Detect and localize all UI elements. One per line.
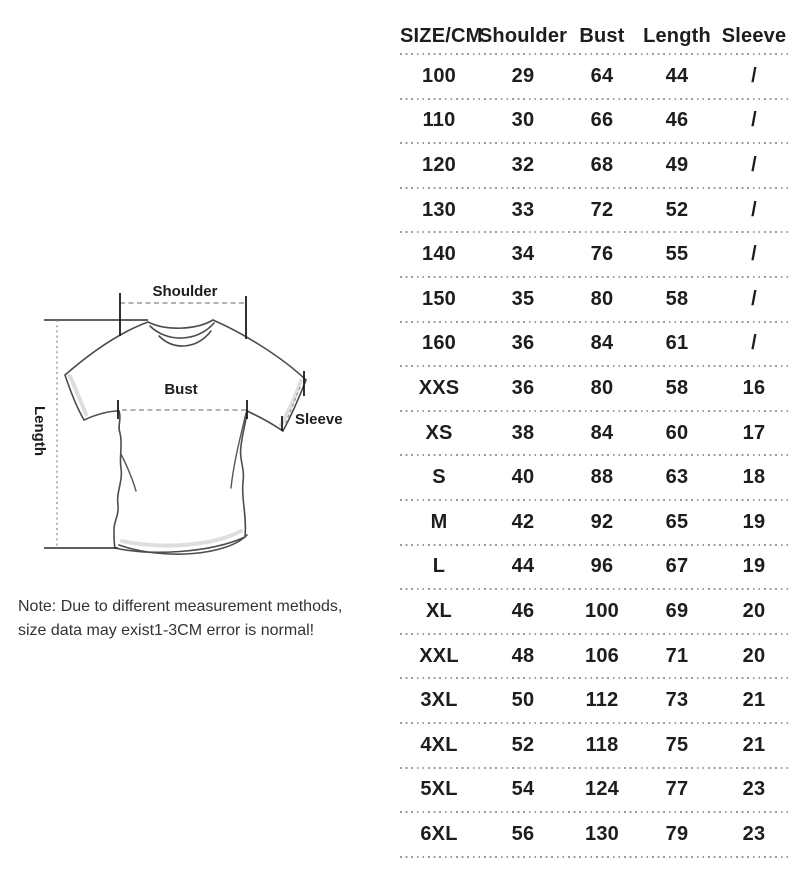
sleeve-cell: / [751, 64, 757, 87]
length-cell: 49 [665, 153, 689, 176]
length-cell: 75 [665, 733, 689, 756]
bust-cell: 76 [590, 243, 614, 266]
length-cell: 63 [665, 466, 689, 489]
shoulder-cell: 35 [511, 287, 535, 310]
sleeve-label: Sleeve [295, 411, 343, 428]
table-row [400, 546, 790, 589]
shoulder-cell: 34 [511, 243, 535, 266]
sleeve-cell: / [751, 287, 757, 310]
bust-cell: 106 [585, 644, 619, 667]
sleeve-cell: 23 [742, 822, 766, 845]
size-cell: 140 [422, 243, 456, 266]
shoulder-cell: 44 [511, 555, 535, 578]
size-cell: 6XL [420, 822, 458, 845]
bust-cell: 72 [590, 198, 614, 221]
length-cell: 73 [665, 689, 689, 712]
note-line-1: Note: Due to different measurement methods, [18, 598, 343, 615]
sleeve-cell: 19 [742, 555, 766, 578]
table-row [400, 769, 790, 812]
length-cell: 77 [665, 778, 689, 801]
length-cell: 58 [665, 376, 689, 399]
size-cell: M [430, 510, 448, 533]
shoulder-cell: 52 [511, 733, 535, 756]
column-header-length: Length [643, 25, 711, 47]
sleeve-cell: 16 [742, 376, 766, 399]
table-row [400, 635, 790, 678]
bust-cell: 112 [585, 689, 619, 712]
length-cell: 61 [665, 332, 689, 355]
size-cell: 110 [422, 109, 456, 132]
table-row [400, 456, 790, 499]
shoulder-cell: 36 [511, 332, 535, 355]
size-cell: 120 [422, 153, 456, 176]
shoulder-cell: 46 [511, 599, 535, 622]
shoulder-label: Shoulder [152, 283, 218, 300]
sleeve-cell: 19 [742, 510, 766, 533]
table-row [400, 724, 790, 767]
length-cell: 67 [665, 555, 689, 578]
length-cell: 46 [665, 109, 689, 132]
size-table-header [400, 0, 790, 53]
shoulder-cell: 48 [511, 644, 535, 667]
shoulder-cell: 32 [511, 153, 535, 176]
size-cell: XXS [418, 376, 460, 399]
size-cell: 3XL [420, 689, 458, 712]
bust-cell: 84 [590, 421, 614, 444]
bust-cell: 68 [590, 153, 614, 176]
table-row [400, 813, 790, 856]
size-table [400, 0, 790, 858]
tshirt-outline [65, 320, 306, 554]
table-row [400, 323, 790, 366]
bust-cell: 96 [590, 555, 614, 578]
length-label: Length [31, 406, 48, 456]
sleeve-cell: / [751, 198, 757, 221]
shoulder-cell: 29 [511, 64, 535, 87]
length-cell: 65 [665, 510, 689, 533]
size-cell: XXL [419, 644, 459, 667]
shoulder-cell: 42 [511, 510, 535, 533]
size-cell: XL [426, 599, 452, 622]
length-cell: 55 [665, 243, 689, 266]
sleeve-cell: / [751, 109, 757, 132]
bust-cell: 80 [590, 287, 614, 310]
tshirt-measurement-diagram [0, 270, 390, 570]
bust-cell: 80 [590, 376, 614, 399]
length-cell: 79 [665, 822, 689, 845]
length-cell: 52 [665, 198, 689, 221]
wrinkle-lines [121, 413, 246, 491]
size-cell: L [432, 555, 446, 578]
table-row [400, 144, 790, 187]
length-cell: 60 [665, 421, 689, 444]
sleeve-cell: 21 [742, 689, 766, 712]
bust-cell: 92 [590, 510, 614, 533]
table-row [400, 100, 790, 143]
shoulder-cell: 56 [511, 822, 535, 845]
shoulder-cell: 40 [511, 466, 535, 489]
length-cell: 71 [665, 644, 689, 667]
column-header-shoulder: Shoulder [478, 25, 568, 47]
table-row [400, 679, 790, 722]
row-separator [400, 856, 790, 858]
bust-cell: 130 [585, 822, 619, 845]
length-cell: 69 [665, 599, 689, 622]
sleeve-cell: / [751, 243, 757, 266]
bust-cell: 118 [585, 733, 619, 756]
column-header-bust: Bust [579, 25, 625, 47]
table-row [400, 412, 790, 455]
table-row [400, 278, 790, 321]
length-cell: 44 [665, 64, 689, 87]
table-row [400, 189, 790, 232]
bust-cell: 88 [590, 466, 614, 489]
table-row [400, 233, 790, 276]
column-header-sleeve: Sleeve [721, 25, 787, 47]
size-cell: 100 [422, 64, 456, 87]
bust-cell: 64 [590, 64, 614, 87]
measurement-note [18, 595, 393, 643]
shading-accents [70, 376, 301, 546]
shoulder-cell: 38 [511, 421, 535, 444]
size-cell: XS [425, 421, 453, 444]
table-row [400, 590, 790, 633]
size-cell: 4XL [420, 733, 458, 756]
sleeve-cell: 23 [742, 778, 766, 801]
shoulder-cell: 54 [511, 778, 535, 801]
table-row [400, 501, 790, 544]
sleeve-cell: / [751, 153, 757, 176]
bust-label: Bust [164, 381, 198, 398]
shoulder-cell: 33 [511, 198, 535, 221]
size-table-body [400, 55, 790, 858]
bust-cell: 84 [590, 332, 614, 355]
size-cell: 5XL [420, 778, 458, 801]
sleeve-cell: 17 [742, 421, 766, 444]
shoulder-cell: 50 [511, 689, 535, 712]
size-cell: S [432, 466, 446, 489]
shoulder-cell: 30 [511, 109, 535, 132]
bust-cell: 66 [590, 109, 614, 132]
sleeve-cell: 20 [742, 644, 766, 667]
sleeve-cell: / [751, 332, 757, 355]
size-cell: 130 [422, 198, 456, 221]
size-cell: 160 [422, 332, 456, 355]
bust-cell: 124 [585, 778, 619, 801]
sleeve-cell: 20 [742, 599, 766, 622]
size-cell: 150 [422, 287, 456, 310]
sleeve-cell: 18 [742, 466, 766, 489]
bust-cell: 100 [585, 599, 619, 622]
table-row [400, 55, 790, 98]
table-row [400, 367, 790, 410]
sleeve-cell: 21 [742, 733, 766, 756]
note-line-2: size data may exist1-3CM error is normal! [18, 622, 315, 639]
length-cell: 58 [665, 287, 689, 310]
column-header-size-cm: SIZE/CM [400, 25, 483, 47]
shoulder-cell: 36 [511, 376, 535, 399]
